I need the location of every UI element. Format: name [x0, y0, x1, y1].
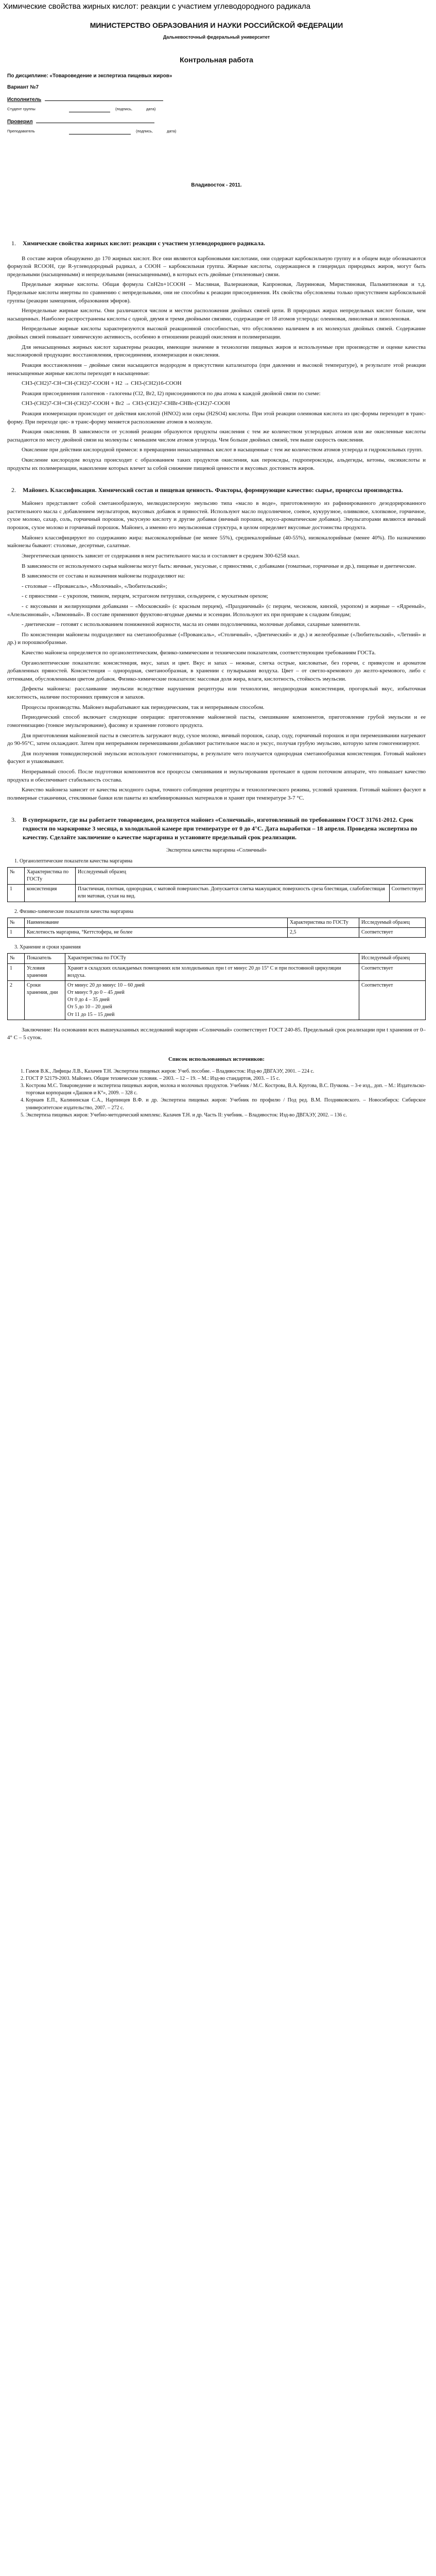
task-1-heading: [11, 239, 426, 248]
table-header-cell: Характеристика по ГОСТу: [65, 954, 359, 963]
teacher-underline: [69, 129, 131, 134]
table-cell: Соответствует: [359, 963, 426, 980]
task-1: [7, 239, 426, 473]
teacher-sign-row: [7, 129, 426, 134]
table-1: [7, 867, 426, 902]
table-cell: Соответствует: [359, 927, 426, 937]
table-header-cell: Исследуемый образец: [359, 918, 426, 927]
table-cell: 1: [8, 927, 25, 937]
table-row: [8, 963, 426, 980]
task2-paragraph: - диетические – готовят с использованием пониженной жирности, масла из семян подсолнечника, молочные добавки, сахарные заменители.: [22, 621, 361, 628]
source-item: 1. Гамов В.К., Лифицы Л.В., Калачев Т.Н. Экспертиза пищевых жиров: Учеб. пособие. – Владивосток: Изд-во ДВГАЭУ, 2001. – 224 с.: [26, 1068, 426, 1075]
task2-paragraph: Майонез классифицируют по содержанию жира: высококалорийные (не менее 55%), среднекалорийные (40-55%), низкокалорийные (менее 40%). По назначению майонезы бывают: столовые, десертные, салатные.: [7, 534, 426, 549]
task1-paragraph: В составе жиров обнаружено до 170 жирных кислот. Все они являются карбоновыми кислотами, они содержат карбоксильную группу и в общем виде обозначаются формулой RCOOH, где R-углеводородный радикал, а COOH – карбоксильная группа. Жирные кислоты, содержащиеся в глицеридах природных жиров, могут быть предельными (насыщенными) и непредельными (ненасыщенными), в которых есть двойные (этиленовые) связи.: [7, 255, 426, 278]
document: [0, 21, 436, 1119]
student-date-label: дата): [146, 107, 156, 112]
discipline-name: «Товароведение и экспертиза пищевых жиров»: [49, 73, 172, 79]
task2-paragraph: Процессы производства. Майонез вырабатывают как периодическим, так и непрерывным способом.: [22, 704, 265, 710]
task1-paragraph: Реакция присоединения галогенов - галогены (Cl2, Br2, I2) присоединяются по два атома к каждой двойной связи по схеме:: [22, 390, 321, 397]
task2-paragraph: Органолептические показатели: консистенция, вкус, запах и цвет. Вкус и запах – нежные, слегка острые, кисловатые, без горечи, с привкусом и ароматом добавленных пряностей. Консистенция – однородная, сметанообразная, в хранении с пузырьками воздуха. Цвет – от светло-кремового до желто-кремового, либо с оттенками, обусловленными цветом добавок. Физико-химические показатели: массовая доля жира, влаги, кислотность, стойкость эмульсии.: [7, 659, 426, 682]
task2-paragraph: Для получения тонкодисперсной эмульсии используют гомогенизаторы, в результате чего получается однородная сметанообразная консистенция. Готовый майонез фасуют и упаковывают.: [7, 750, 426, 765]
table-cell: Соответствует: [359, 980, 426, 1020]
task2-paragraph: Периодический способ включает следующие операции: приготовление майонезной пасты, смешивание компонентов, приготовление грубой эмульсии и ее гомогенизацию (тонкое эмульгирование), фасовку и хранение готового продукта.: [7, 714, 426, 728]
student-sign-label: (подпись,: [115, 107, 132, 112]
task-2-body: [7, 500, 426, 802]
task2-paragraph: Для приготовления майонезной пасты в смеситель загружают воду, сухое молоко, яичный порошок, сахар, соду, горчичный порошок и при перемешивании нагревают до 90-95°С, затем охлаждают. Затем при непрерывном перемешивании добавляют растительное масло и уксус, получая грубую эмульсию, которую затем гомогенизируют.: [7, 732, 426, 747]
table-1-caption: 1. Органолептические показатели качества маргарина: [14, 858, 133, 864]
executor-underline: [45, 95, 163, 101]
task1-paragraph: CH3-(CH2)7-CH=CH-(CH2)7-COOH + H2 → CH3-(CH2)16-COOH: [22, 380, 182, 387]
teacher-sign-label: (подпись,: [136, 129, 153, 134]
task1-paragraph: Реакция окисления. В зависимости от условий реакции образуются продукты окисления с тем же количеством углеродных атомов или же окисленные кислоты распадаются по месту двойной связи на молекулы с меньшим числом атомов углерода. Чем больше двойных связей, тем выше скорость окисления.: [7, 429, 426, 443]
task1-paragraph: Предельные жирные кислоты. Общая формула CnH2n+1COOH – Масляная, Валериановая, Капроновая, Лауриновая, Миристиновая, Пальмитиновая и т.д. Предельные кислоты инертны по сравнению с непредельными, они не способны к реакции присоединения. Их свойства обусловлены только присутствием карбоксильной группы (реакции замещения, образования эфиров).: [7, 281, 426, 304]
table-row: [8, 980, 426, 1020]
table-cell: Соответствует: [389, 885, 425, 902]
conclusion: Заключение: На основании всех вышеуказанных исследований маргарин «Солнечный» соответствует ГОСТ 240-85. Предельный срок реализации при t хранения от 0–4° С – 5 суток.: [7, 1026, 426, 1041]
cover: [7, 21, 426, 190]
task-1-body: [7, 255, 426, 473]
source-item: 3. Кострова М.С. Товароведение и экспертиза пищевых жиров, молока и молочных продуктов. Учебник / М.С. Кострова, В.А. Кругова, В.С. Пучкова. – 3-е изд., доп. – М.: Издательско-торговая корпорация «Дашков и К°», 2009. – 328 с.: [26, 1082, 426, 1097]
table-1-body: [8, 885, 426, 902]
table-cell: Хранят в складских охлаждаемых помещениях или холодильниках при t от минус 20 до 15° С и при постоянной циркуляции воздуха.: [65, 963, 359, 980]
table-header-cell: Наименование: [25, 918, 288, 927]
table-row: [8, 927, 426, 937]
ministry-heading: МИНИСТЕРСТВО ОБРАЗОВАНИЯ И НАУКИ РОССИЙСКОЙ ФЕДЕРАЦИИ: [90, 21, 343, 29]
university-name: Дальневосточный федеральный университет: [163, 35, 270, 40]
student-group-label: Студент группы: [7, 107, 36, 112]
task1-paragraph: Непредельные жирные кислоты характеризуются высокой реакционной способностью, что обусловлено наличием в их молекулах двойных связей. Содержание двойных связей повышает химическую активность, особенно в отношении реакций окисления и полимеризации.: [7, 326, 426, 341]
executor-label: Исполнитель: [7, 97, 42, 103]
sources-list: [7, 1068, 426, 1119]
table-header-cell: Характеристика по ГОСТу: [25, 867, 76, 884]
task1-paragraph: Реакция изомеризации происходит от действия кислотой (HNO2) или серы (H2SO4) кислоты. При этой реакции олеиновая кислота из цис-формы переходит в транс-форму. При переходе цис- в транс-форму меняется расположение атомов в молекуле.: [7, 410, 426, 425]
table-2: [7, 918, 426, 938]
task2-paragraph: Дефекты майонеза: расслаивание эмульсии вследствие нарушения рецептуры или технологии, неоднородная консистенция, прогорклый вкус, избыточная кислотность, наличие посторонних привкусов и запахов.: [7, 686, 426, 701]
task2-paragraph: Качество майонеза определяется по органолептическим, физико-химическим и техническим показателям, соответствующим требованиям ГОСТа.: [22, 650, 376, 656]
table-cell: Кислотность маргарина, °Кеттстофера, не более: [25, 927, 288, 937]
task1-paragraph: Непредельные жирные кислоты. Они различаются числом и местом расположения двойных связей цепи. В природных жирах непредельных кислот больше, чем насыщенных. Наиболее распространены кислоты с одной, двумя и тремя двойными связями, содержащие от 18 атомов углерода: олеиновая, линолевая и линоленовая.: [7, 308, 426, 322]
task2-paragraph: В зависимости от состава и назначения майонезы подразделяют на:: [22, 573, 185, 580]
table-header-cell: №: [8, 918, 25, 927]
task1-paragraph: Для ненасыщенных жирных кислот характерны реакции, имеющие значение в технологии пищевых жиров и используемые при производстве и оценке качества масложировой продукции: восстановления, присоединения, изомеризации и окисления.: [7, 344, 426, 359]
task2-paragraph: - с вкусовыми и желирующими добавками – «Московский» (с красным перцем), «Праздничный» (с перцем, чесноком, кинзой, укропом) и жирные – «Ядреный», «Апельсиновый», «Лимонный». В составе применяют фруктово-ягодные джемы и эссенции. Используют их при приправе к сладким блюдам;: [7, 603, 426, 618]
city-year: Владивосток - 2011.: [191, 182, 242, 189]
table-cell: 1: [8, 885, 25, 902]
table-header-cell: Показатель: [25, 954, 65, 963]
table-header-cell: Исследуемый образец: [359, 954, 426, 963]
task2-paragraph: - столовые – «Провансаль», «Молочный», «Любительский»;: [22, 583, 167, 589]
table-header-cell: Характеристика по ГОСТу: [288, 918, 359, 927]
table-header-cell: Исследуемый образец: [76, 867, 426, 884]
table-3: [7, 953, 426, 1020]
table-3-body: [8, 963, 426, 1020]
table-cell: 1: [8, 963, 25, 980]
sources-title: Список использованных источников:: [168, 1056, 265, 1063]
table-cell: консистенция: [25, 885, 76, 902]
table-2-body: [8, 927, 426, 937]
work-title: Контрольная работа: [180, 55, 253, 64]
task2-paragraph: Качество майонеза зависит от качества исходного сырья, точного соблюдения рецептуры и технологического режима, условий хранения. Готовый майонез фасуют в полимерные стаканчики, стеклянные банки или пакеты из комбинированных материалов и хранят при температуре 3-7 °С.: [7, 787, 426, 801]
task1-paragraph: Реакция восстановления – двойные связи насыщаются водородом в присутствии катализатора (при давлении и высокой температуре), в результате этой реакции ненасыщенные жирные кислоты переходят в насыщенные:: [7, 362, 426, 377]
table-cell: Условия хранения: [25, 963, 65, 980]
variant-label: Вариант №7: [7, 84, 39, 90]
task-2-number: 2.: [11, 486, 16, 494]
table-cell: 2: [8, 980, 25, 1020]
variant-line: [7, 84, 426, 91]
table-1-header: [8, 867, 426, 884]
task-2: [7, 486, 426, 802]
task2-paragraph: В зависимости от используемого сырья майонезы могут быть: яичные, уксусные, с пряностями, с добавками (томатные, горчичные и др.), пищевые и диетические.: [22, 563, 416, 569]
checked-line: [7, 117, 426, 126]
task1-paragraph: Окисление кислородом воздуха происходит с образованием таких продуктов окисления, как пероксиды, гидропероксиды, альдегиды, кетоны, оксикислоты и продукты их полимеризации, накопление которых влечет за собой снижение пищевой ценности и вкусовых достоинств жиров.: [7, 457, 426, 471]
student-sign-row: [7, 107, 426, 112]
task-2-heading: [11, 486, 426, 495]
task1-paragraph: Окисление при действии кислородной примеси: в превращении ненасыщенных кислот в насыщенные с тем же количеством атомов углерода и гидроксильных групп.: [22, 447, 423, 453]
task2-paragraph: Майонез представляет собой сметанообразную, мелкодисперсную эмульсию типа «масло в воде», приготовленную из рафинированного дезодорированного растительного масла с добавлением эмульгаторов, вкусовых добавок и пряностей. Используют масло подсолнечное, соевое, кукурузное, оливковое, хлопковое, горчичное, сухое молоко, сахар, соль, горчичный порошок, уксусную кислоту и другие добавки (яичный порошок, вкусо-ароматические добавки). Эмульгаторами являются яичный порошок, сухое молоко и горчичный порошок. Майонез, а именно его эмульсионная структура, в целом определяет вкусовые достоинства продукта.: [7, 500, 426, 531]
task-3: [7, 816, 426, 1042]
task-1-number: 1.: [11, 239, 16, 247]
table-2-caption: 2. Физико-химические показатели качества маргарина: [14, 908, 134, 914]
task-3-title: В супермаркете, где вы работаете товароведом, реализуется майонез «Солнечный», изготовленный по требованиям ГОСТ 31761-2012. Срок годности по маркировке 3 месяца, в холодильной камере при температуре от 0 до 4°С. Дата выработки – 18 апреля. Проведена экспертиза по качеству. Сделайте заключение о качестве маргарина и установите предельный срок реализации.: [23, 816, 417, 841]
sources: [7, 1056, 426, 1119]
task-3-lead: Экспертиза качества маргарина «Солнечный»: [166, 848, 267, 854]
page: [0, 0, 436, 1119]
task1-paragraph: CH3-(CH2)7-CH=CH-(CH2)7-COOH + Br2 → CH3-(CH2)7-CHBr-CHBr-(CH2)7-COOH: [22, 400, 230, 407]
discipline-label: По дисциплине:: [7, 73, 48, 79]
table-header-cell: №: [8, 867, 25, 884]
task-2-title: Майонез. Классификация. Химический состав и пищевая ценность. Факторы, формирующие качество: сырье, процессы производства.: [23, 486, 403, 494]
source-item: 5. Экспертиза пищевых жиров: Учебно-методический комплекс. Калачев Т.Н. и др. Часть II: учебник. – Владивосток: Изд-во ДВГАЭУ, 2002. – 136 с.: [26, 1112, 426, 1119]
table-cell: Сроки хранения, дни: [25, 980, 65, 1020]
student-group-underline: [69, 107, 110, 112]
table-3-header: [8, 954, 426, 963]
table-3-caption: 3. Хранение и сроки хранения: [14, 944, 81, 951]
discipline-line: [7, 73, 426, 80]
table-cell: От минус 20 до минус 10 – 60 дней От минус 9 до 0 – 45 дней От 0 до 4 – 35 дней От 5 до 10 – 20 дней От 11 до 15 – 15 дней: [65, 980, 359, 1020]
task-3-number: 3.: [11, 816, 16, 824]
table-cell: 2,5: [288, 927, 359, 937]
task-1-title: Химические свойства жирных кислот: реакции с участием углеводородного радикала.: [23, 239, 266, 247]
task-3-heading: [11, 816, 426, 842]
checked-underline: [36, 117, 154, 123]
task2-paragraph: - с пряностями – с укропом, тмином, перцем, эстрагоном петрушки, сельдереем, с мускатным орехом;: [22, 593, 269, 600]
page-title: Химические свойства жирных кислот: реакции с участием углеводородного радикала: [3, 2, 311, 11]
task2-paragraph: По консистенции майонезы подразделяют на сметанообразные («Провансаль», «Столичный», «Диетический» и др.) и желеобразные («Любительский», «Летний» и др.) и порошкообразные.: [7, 631, 426, 646]
executor-line: [7, 95, 426, 104]
table-header-cell: №: [8, 954, 25, 963]
checked-label: Проверил: [7, 119, 33, 125]
table-row: [8, 885, 426, 902]
teacher-date-label: дата): [167, 129, 177, 134]
source-item: 4. Корнаев Е.П., Калининская С.А., Нарпинцев В.Ф. и др. Экспертиза пищевых жиров: Учебник по профилю / Под ред. В.М. Поздняковского. – Новосибирск: Сибирское университетское издательство, 2007. – 272 с.: [26, 1097, 426, 1111]
task2-paragraph: Энергетическая ценность зависит от содержания в нем растительного масла и составляет в среднем 300-6258 ккал.: [22, 552, 300, 559]
task2-paragraph: Непрерывный способ. После подготовки компонентов все процессы смешивания и эмульгирования протекают в одном поточном аппарате, что повышает качество продукта и обеспечивает стабильность состава.: [7, 768, 426, 783]
teacher-label: Преподаватель: [7, 129, 35, 134]
source-item: 2. ГОСТ Р 52179-2003. Майонез. Общие технические условия. – 2003. – 12 – 19. – М.: Изд-во стандартов, 2003. – 15 с.: [26, 1075, 426, 1082]
table-2-header: [8, 918, 426, 927]
table-cell: Пластичная, плотная, однородная, с матовой поверхностью. Допускается слегка мажущаяся; поверхность среза блестящая, слабоблестящая или матовая, сухая на вид.: [76, 885, 390, 902]
